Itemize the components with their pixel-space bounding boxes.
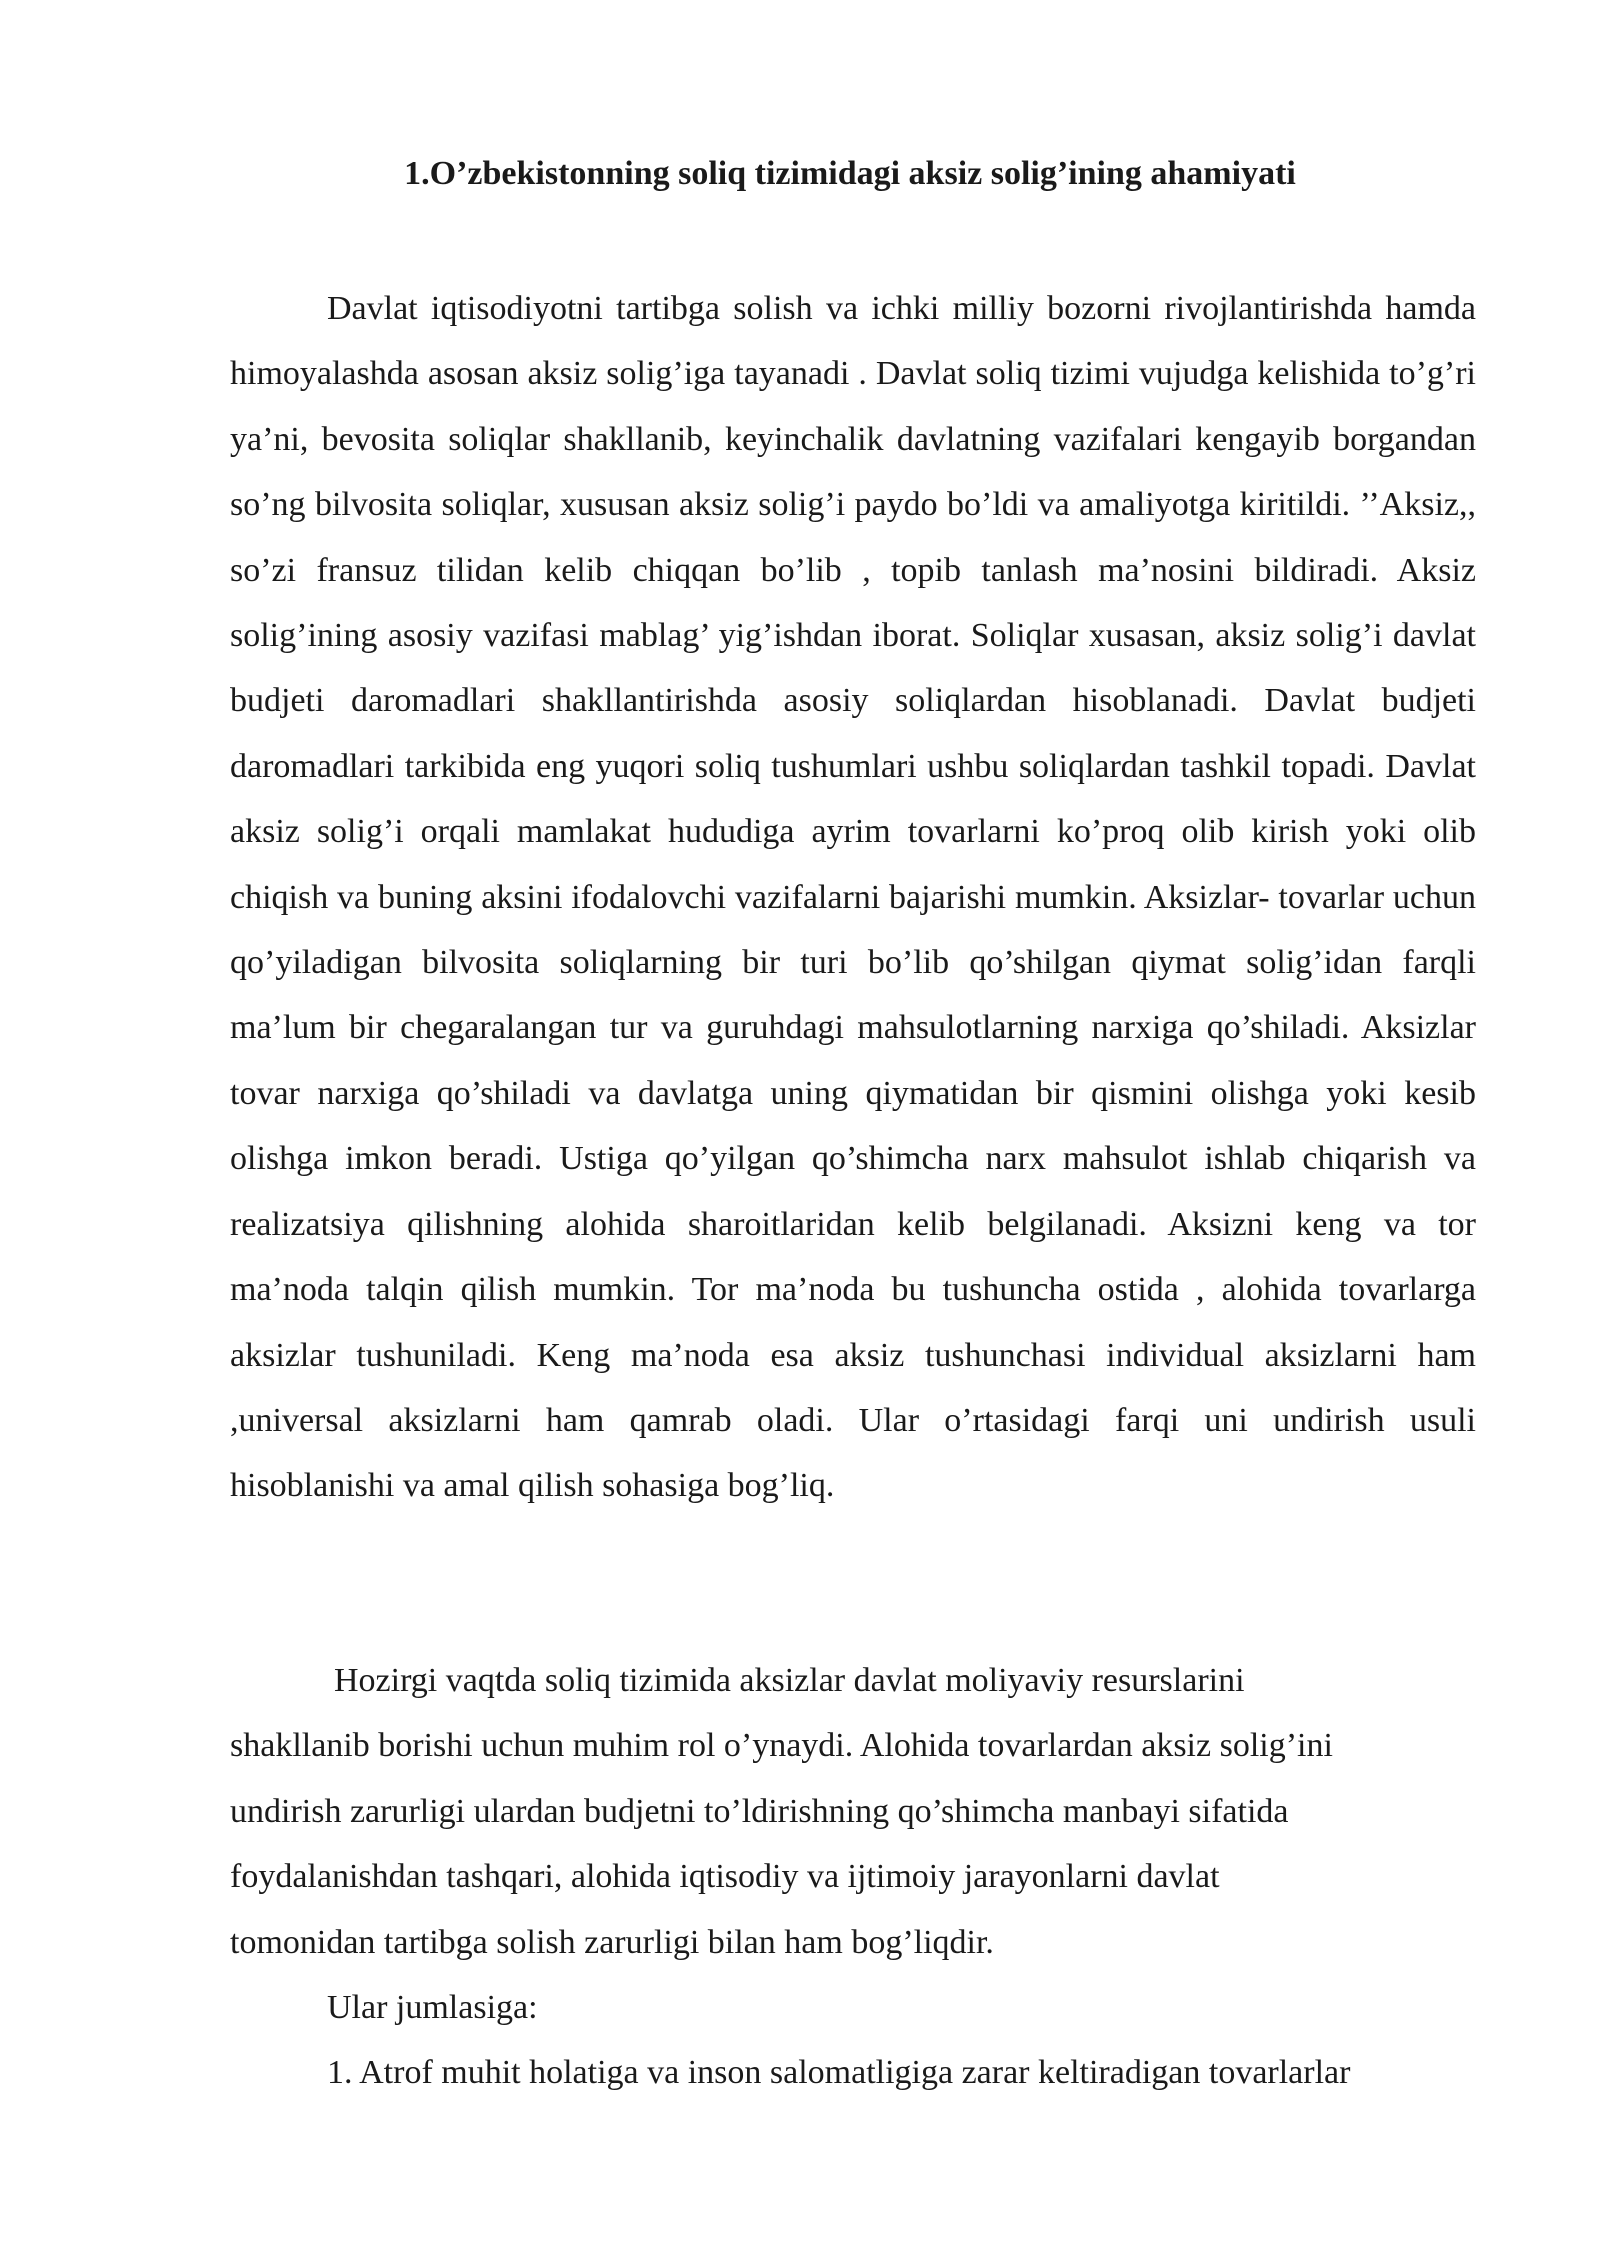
paragraph-2-line: tomonidan tartibga solish zarurligi bilan ham bog’liqdir. [230, 1923, 994, 1961]
paragraph-2-line: Hozirgi vaqtda soliq tizimida aksizlar davlat moliyaviy resurslarini [334, 1662, 1245, 1699]
list-intro: Ular jumlasiga: [327, 1989, 538, 2026]
paragraph-2-line: foydalanishdan tashqari, alohida iqtisodiy va ijtimoiy jarayonlarni davlat [230, 1858, 1220, 1896]
document-title: 1.O’zbekistonning soliq tizimidagi aksiz solig’ining ahamiyati [404, 155, 1296, 192]
paragraph-2-line: undirish zarurligi ulardan budjetni to’ldirishning qo’shimcha manbayi sifatida [230, 1792, 1289, 1830]
paragraph-1 [230, 276, 1476, 1519]
paragraph-2 [230, 1648, 1476, 1975]
paragraph-1-text: Davlat iqtisodiyotni tartibga solish va ichki milliy bozorni rivojlantirishda hamda himoyalashda asosan aksiz solig’iga tayanadi . Davlat soliq tizimi vujudga kelishida to’g’ri ya’ni, bevosita soliqlar shakllanib, keyinchalik davlatning vazifalari kengayib borgandan so’ng bilvosita soliqlar, xususan aksiz solig’i paydo bo’ldi va amaliyotga kiritildi. ’’Aksiz,, so’zi fransuz tilidan kelib chiqqan bo’lib , topib tanlash ma’nosini bildiradi. Aksiz solig’ining asosiy vazifasi mablag’ yig’ishdan iborat. Soliqlar xusasan, aksiz solig’i davlat budjeti daromadlari shakllantirishda asosiy soliqlardan hisoblanadi. Davlat budjeti daromadlari tarkibida eng yuqori soliq tushumlari ushbu soliqlardan tashkil topadi. Davlat aksiz solig’i orqali mamlakat hududiga ayrim tovarlarni ko’proq olib kirish yoki olib chiqish va buning aksini ifodalovchi vazifalarni bajarishi mumkin. Aksizlar- tovarlar uchun qo’yiladigan bilvosita soliqlarning bir turi bo’lib qo’shilgan qiymat solig’idan farqli ma’lum bir chegaralangan tur va guruhdagi mahsulotlarning narxiga qo’shiladi. Aksizlar tovar narxiga qo’shiladi va davlatga uning qiymatidan bir qismini olishga yoki kesib olishga imkon beradi. Ustiga qo’yilgan qo’shimcha narx mahsulot ishlab chiqarish va realizatsiya qilishning alohida sharoitlaridan kelib belgilanadi. Aksizni keng va tor ma’noda talqin qilish mumkin. Tor ma’noda bu tushuncha ostida , alohida tovarlarga aksizlar tushuniladi. Keng ma’noda esa aksiz tushunchasi individual aksizlarni ham ,universal aksizlarni ham qamrab oladi. Ular o’rtasidagi farqi uni undirish usuli hisoblanishi va amal qilish sohasiga bog’liq. [230, 290, 1476, 1505]
list-item: 1. Atrof muhit holatiga va inson salomatligiga zarar keltiradigan tovarlarlar [327, 2054, 1351, 2092]
paragraph-2-line: shakllanib borishi uchun muhim rol o’ynaydi. Alohida tovarlardan aksiz solig’ini [230, 1727, 1333, 1765]
list-section [230, 1975, 1476, 2106]
